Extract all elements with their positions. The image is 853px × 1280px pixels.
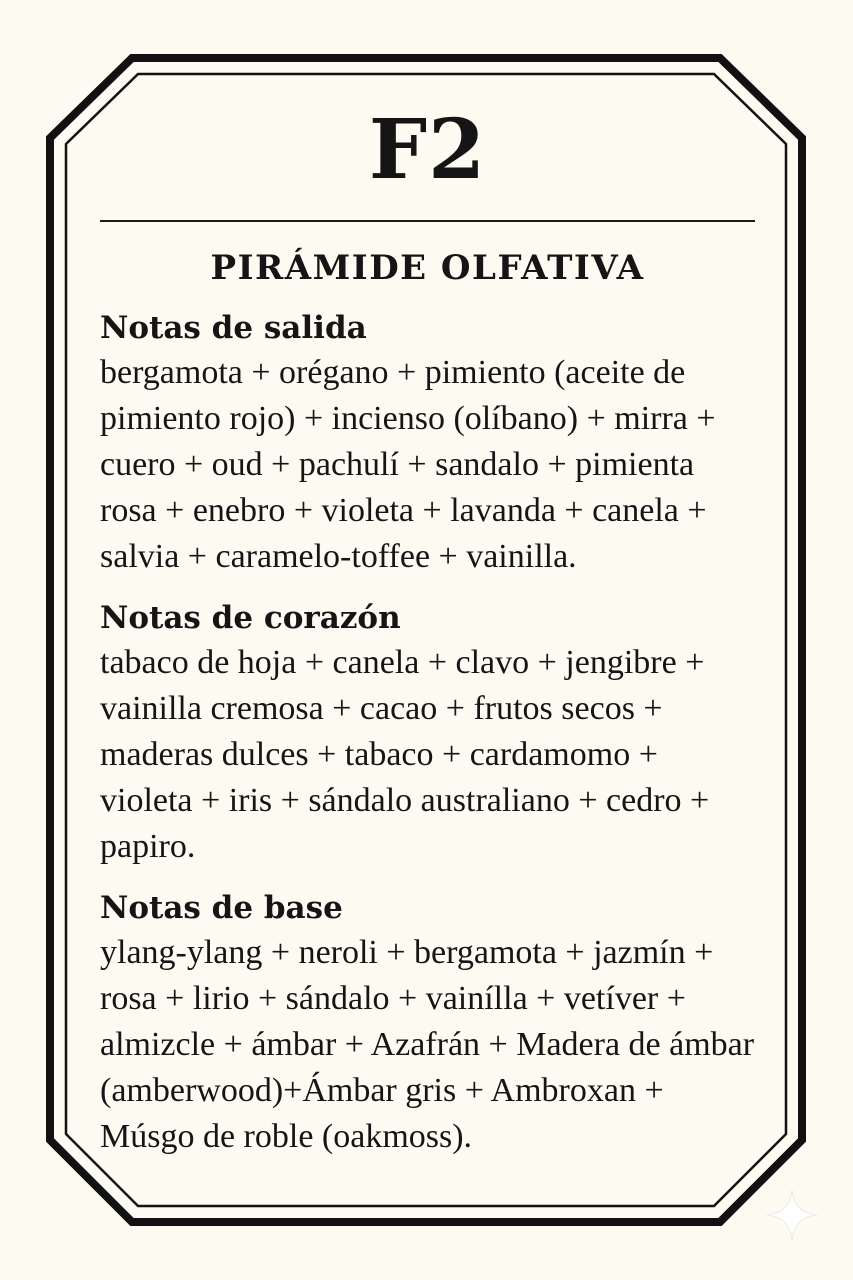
title-divider xyxy=(100,220,755,222)
section-top-notes xyxy=(100,306,755,580)
section-base-notes xyxy=(100,886,755,1160)
fragrance-card xyxy=(100,100,755,1160)
card-subtitle: PIRÁMIDE OLFATIVA xyxy=(210,248,645,288)
section-heart-notes xyxy=(100,596,755,870)
section-heading: Notas de base xyxy=(100,890,343,926)
section-notes-text: ylang-ylang + neroli + bergamota + jazmín + rosa + lirio + sándalo + vainílla + vetíver + almizcle + ámbar + Azafrán + Madera de ámbar (amberwood)+Ámbar gris + Ambroxan + Músgo de roble (oakmoss). xyxy=(100,934,755,1155)
sparkle-icon xyxy=(765,1188,819,1242)
section-heading: Notas de corazón xyxy=(100,600,401,636)
card-title: F2 xyxy=(368,102,487,198)
section-notes-text: tabaco de hoja + canela + clavo + jengibre + vainilla cremosa + cacao + frutos secos + maderas dulces + tabaco + cardamomo + violeta + iris + sándalo australiano + cedro + papiro. xyxy=(100,644,710,865)
section-notes-text: bergamota + orégano + pimiento (aceite de pimiento rojo) + incienso (olíbano) + mirra + cuero + oud + pachulí + sandalo + pimienta rosa + enebro + violeta + lavanda + canela + salvia + caramelo-toffee + vainilla. xyxy=(100,354,716,575)
section-heading: Notas de salida xyxy=(100,310,367,346)
